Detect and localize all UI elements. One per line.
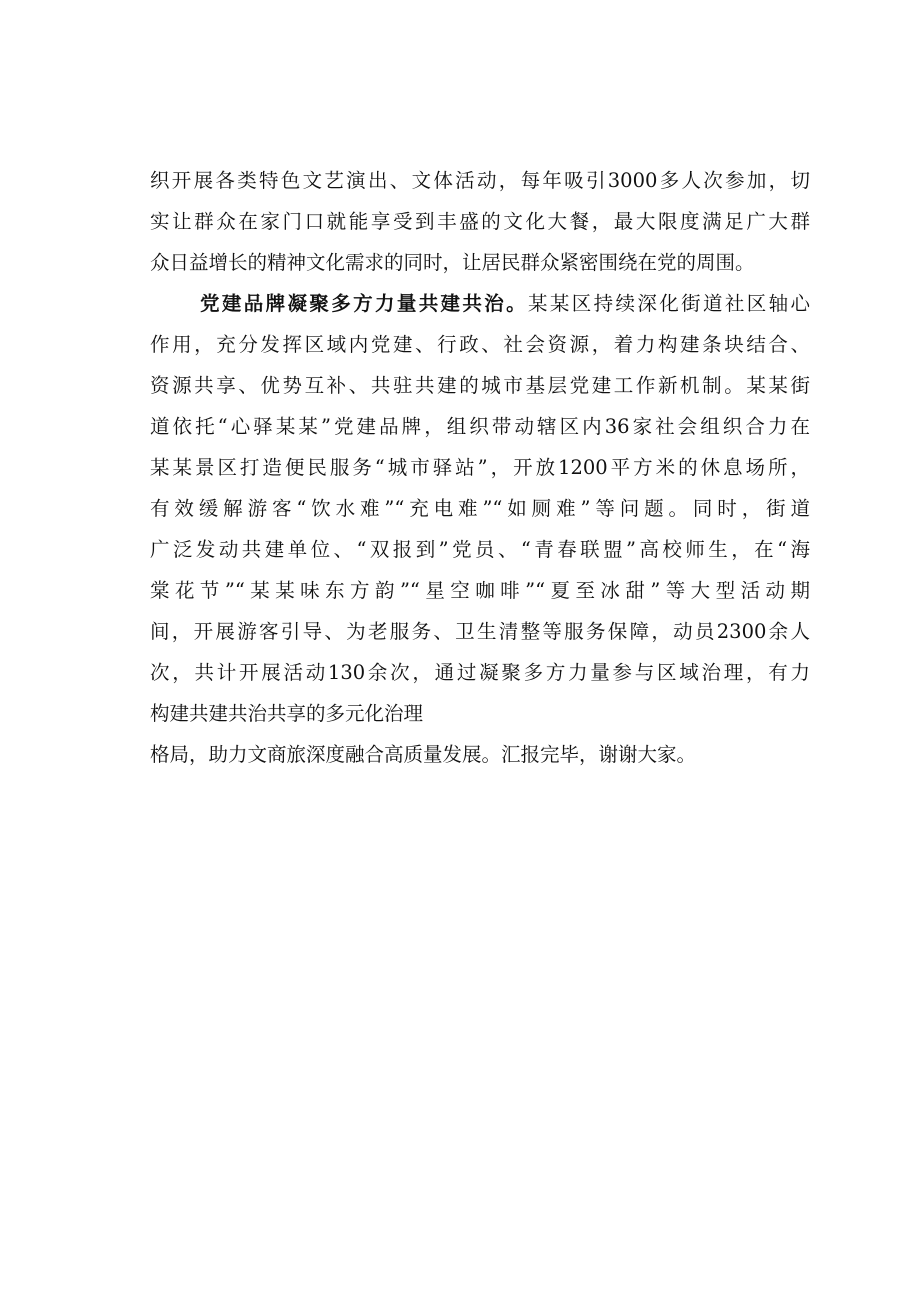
text-line-6: 资源共享、优势互补、共驻共建的城市基层党建工作新机制。某某街 bbox=[150, 374, 810, 397]
text-line-12: 间，开展游客引导、为老服务、卫生清整等服务保障，动员2300余人 bbox=[150, 620, 810, 643]
text-line-11: 棠花节”“某某味东方韵”“星空咖啡”“夏至冰甜”等大型活动期 bbox=[150, 579, 810, 602]
text-line-15: 格局，助力文商旅深度融合高质量发展。汇报完毕，谢谢大家。 bbox=[150, 743, 697, 766]
text-line-7: 道依托“心驿某某”党建品牌，组织带动辖区内36家社会组织合力在 bbox=[150, 415, 810, 438]
paragraph-heading-line bbox=[150, 283, 810, 324]
text-line-4: 某某区持续深化街道社区轴心 bbox=[528, 292, 810, 315]
text-line-10: 广泛发动共建单位、“双报到”党员、“青春联盟”高校师生，在“海 bbox=[150, 538, 810, 561]
text-line-2: 实让群众在家门口就能享受到丰盛的文化大餐，最大限度满足广大群 bbox=[150, 210, 810, 233]
report-text bbox=[150, 160, 810, 775]
paragraph-bold-heading: 党建品牌凝聚多方力量共建共治。 bbox=[200, 292, 529, 315]
text-line-1: 织开展各类特色文艺演出、文体活动，每年吸引3000多人次参加，切 bbox=[150, 169, 810, 192]
text-line-13: 次，共计开展活动130余次，通过凝聚多方力量参与区域治理，有力 bbox=[150, 661, 810, 684]
text-line-8: 某某景区打造便民服务“城市驿站”，开放1200平方米的休息场所， bbox=[150, 456, 810, 479]
text-line-14: 构建共建共治共享的多元化治理 bbox=[150, 702, 424, 725]
text-line-5: 作用，充分发挥区域内党建、行政、社会资源，着力构建条块结合、 bbox=[150, 333, 810, 356]
text-line-3: 众日益增长的精神文化需求的同时，让居民群众紧密围绕在党的周围。 bbox=[150, 251, 755, 274]
text-line-9: 有效缓解游客“饮水难”“充电难”“如厕难”等问题。同时，街道 bbox=[150, 497, 810, 520]
